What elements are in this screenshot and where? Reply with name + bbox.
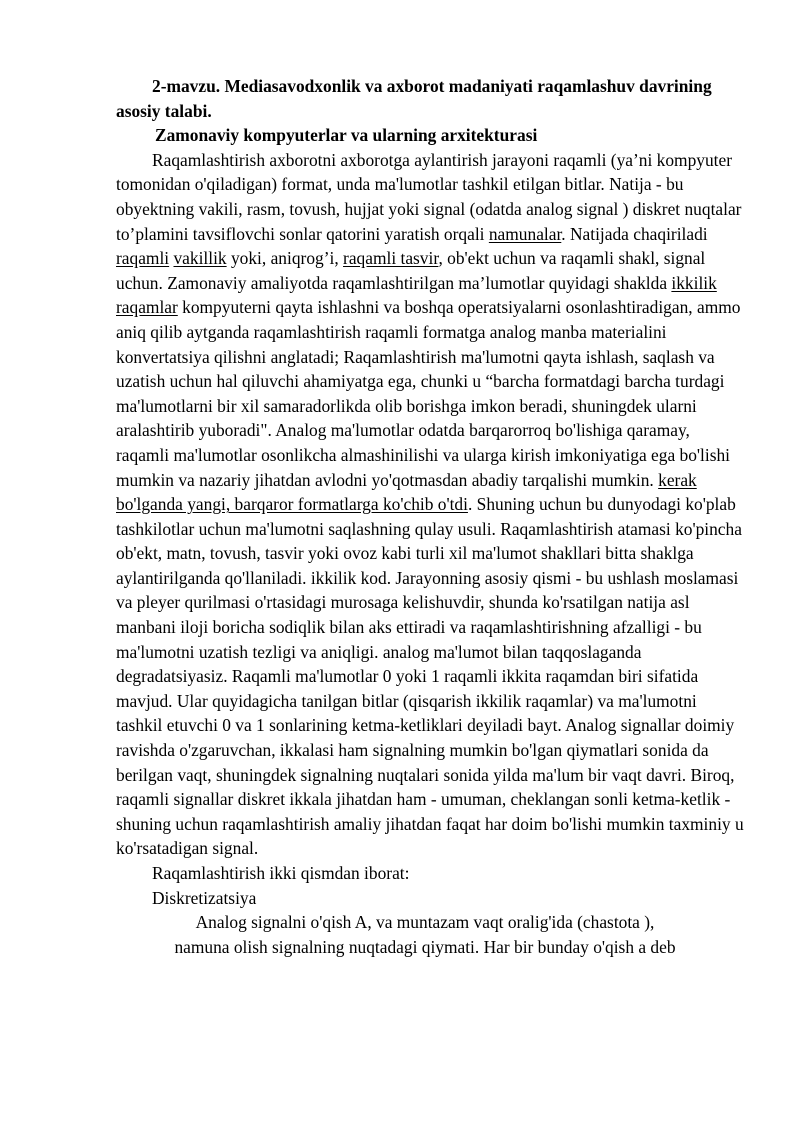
list-intro: Raqamlashtirish ikki qismdan iborat: [152, 863, 410, 883]
paragraph-text: . Shuning uchun bu dunyodagi ko'plab tashkilotlar uchun ma'lumotni saqlashning qulay usuli. Raqamlashtirish atamasi ko'pincha ob'ekt, matn, tovush, tasvir yoki ovoz kabi turli xil ma'lumot shakllari bitta shaklga aylantirilganda qo'llaniladi. ikkilik kod. Jarayonning asosiy qismi - bu ushlash moslamasi va pleyer qurilmasi o'rtasidagi murosaga kelishuvdir, shunda ko'rsatilgan natija asl manbani iloji boricha sodiqlik bilan aks ettiradi va raqamlashtirishning afzalligi - bu ma'lumotni uzatish tezligi va aniqligi. analog ma'lumot bilan taqqoslaganda degradatsiyasiz. Raqamli ma'lumotlar 0 yoki 1 raqamli ikkita raqamdan biri sifatida mavjud. Ular quyidagicha tanilgan bitlar (qisqarish ikkilik raqamlar) va ma'lumotni tashkil etuvchi 0 va 1 sonlarining ketma-ketliklari deyiladi bayt. Analog signallar doimiy ravishda o'zgaruvchan, ikkalasi ham signalning mumkin bo'lgan qiymatlari sonida da berilgan vaqt, shuningdek signalning nuqtalari sonida yilda ma'lum bir vaqt davri. Biroq, raqamli signallar diskret ikkala jihatdan ham - umuman, cheklangan sonli ketma-ketlik - shuning uchun raqamlashtirish amaliy jihatdan faqat har doim bo'lishi mumkin taxminiy u ko'rsatadigan signal. [116, 494, 744, 859]
paragraph-text: . Natijada chaqiriladi [561, 223, 708, 244]
link-raqamli[interactable]: raqamli [116, 248, 170, 269]
paragraph-text: kompyuterni qayta ishlashni va boshqa operatsiyalarni osonlashtiradigan, ammo aniq qilib aytganda raqamlashtirish raqamli formatga analog manba materialini konvertatsiya qilishni anglatadi; Raqamlashtirish ma'lumotni qayta ishlash, saqlash va uzatish uchun hal qiluvchi ahamiyatga ega, chunki u “barcha formatdagi barcha turdagi ma'lumotlarni bir xil samaradorlikda olib borishga imkon beradi, shuningdek ularni aralashtirib yuboradi". Analog ma'lumotlar odatda barqarorroq bo'lishiga qaramay, raqamli ma'lumotlar osonlikcha almashinilishi va ularga kirish imkoniyatiga ega bo'lishi mumkin va nazariy jihatdan avlodni yo'qotmasdan abadiy tarqalishi mumkin. [116, 297, 741, 490]
quote-line: Analog signalni o'qish A, va muntazam vaqt oralig'ida (chastota ), [195, 912, 655, 933]
paragraph-text: yoki, aniqrog’i, [226, 248, 344, 269]
body-paragraph [116, 148, 744, 861]
quote-line: namuna olish signalning nuqtadagi qiymati. Har bir bunday o'qish a deb [174, 936, 676, 957]
link-namunalar[interactable]: namunalar [488, 223, 562, 244]
paragraph-text: , ob'ekt uchun va raqamli shakl, signal uchun. Zamonaviy amaliyotda raqamlashtirilgan ma’lumotlar quyidagi shaklda [116, 248, 706, 293]
document-title: 2-mavzu. Mediasavodxonlik va axborot madaniyati raqamlashuv davrining asosiy talabi. [116, 76, 712, 121]
link-barqaror-formatlar[interactable]: kerak bo'lganda yangi, barqaror formatlarga ko'chib o'tdi [116, 469, 697, 515]
section-subtitle: Zamonaviy kompyuterlar va ularning arxitekturasi [155, 125, 538, 146]
list-item-diskretizatsiya: Diskretizatsiya [152, 887, 257, 908]
link-raqamli-tasvir[interactable]: raqamli tasvir [343, 248, 439, 269]
link-ikkilik-raqamlar[interactable]: ikkilik raqamlar [116, 272, 717, 318]
link-vakillik[interactable]: vakillik [173, 248, 227, 269]
paragraph-text: Raqamlashtirish axborotni axborotga aylantirish jarayoni raqamli (ya’ni kompyuter tomonidan o'qiladigan) format, unda ma'lumotlar tashkil etilgan bitlar. Natija - bu obyektning vakili, rasm, tovush, hujjat yoki signal (odatda analog signal ) diskret nuqtalar to’plamini tavsiflovchi sonlar qatorini yaratish orqali [116, 149, 742, 244]
